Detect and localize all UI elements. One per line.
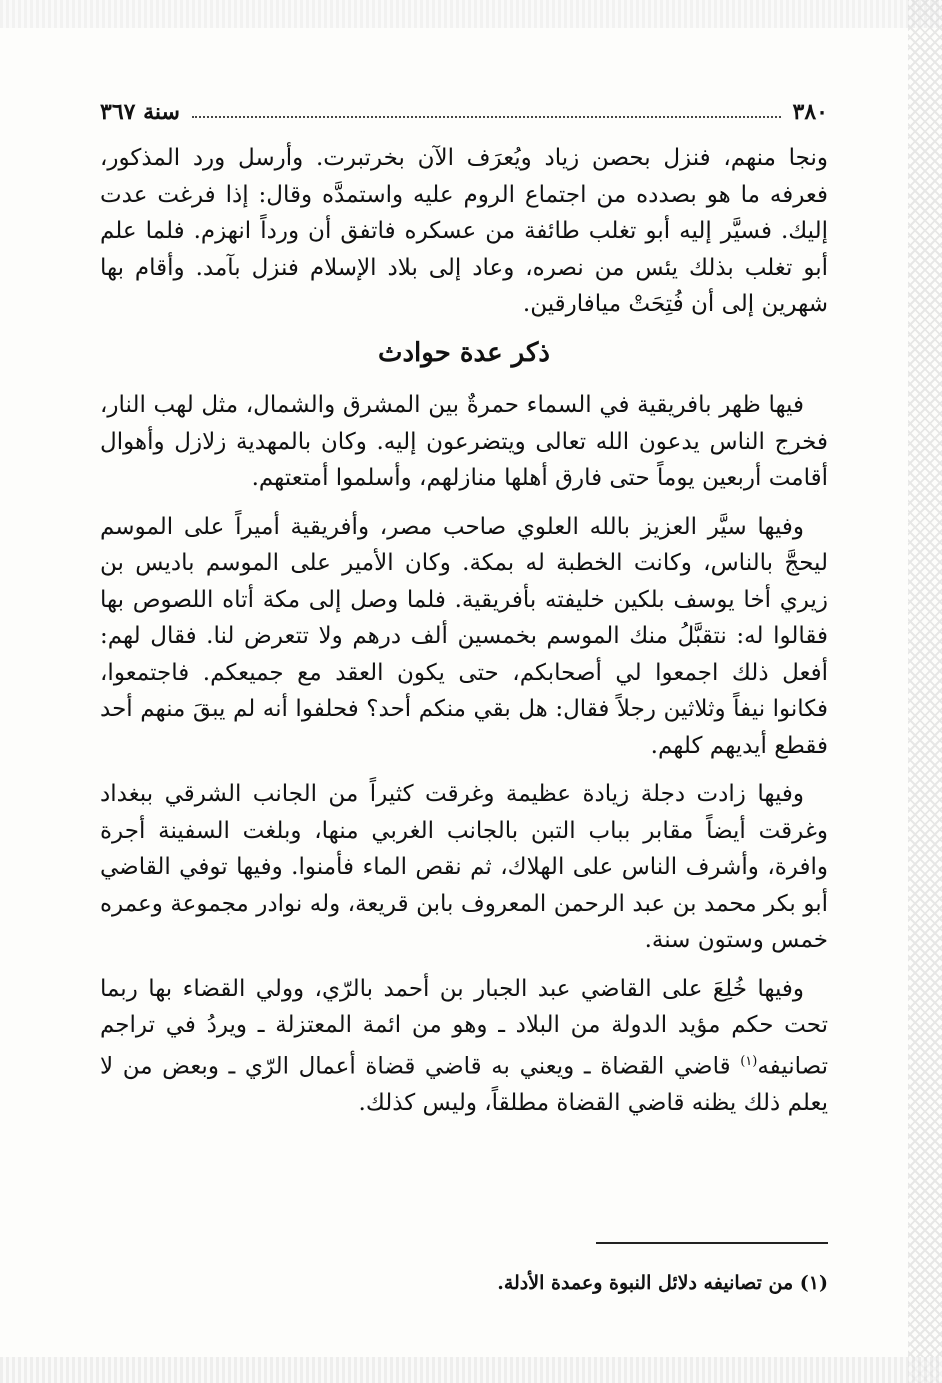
scan-edge-right xyxy=(908,0,942,1383)
footnote: (١) من تصانيفه دلائل النبوة وعمدة الأدلة. xyxy=(497,1272,828,1294)
paragraph-5-part-2: قاضي القضاة ـ ويعني به قاضي قضاة أعمال الرّي ـ وبعض من لا يعلم ذلك يظنه قاضي القضاة مطلقاً، وليس كذلك. xyxy=(100,1053,828,1116)
header-dotted-leader xyxy=(192,116,781,118)
paragraph-3: وفيها سيَّر العزيز بالله العلوي صاحب مصر، وأفريقية أميراً على الموسم ليحجَّ بالناس، وكانت الخطبة له بمكة. وكان الأمير على الموسم باديس بن زيري أخا يوسف بلكين خليفته بأفريقية. فلما وصل إلى مكة أتاه اللصوص بها فقالوا له: نتقبَّلُ منك الموسم بخمسين ألف درهم ولا تتعرض لنا. فقال لهم: أفعل ذلك اجمعوا لي أصحابكم، حتى يكون العقد مع جميعكم. فاجتمعوا، فكانوا نيفاً وثلاثين رجلاً فقال: هل بقي منكم أحد؟ فحلفوا أنه لم يبقَ منهم أحد فقطع أيديهم كلهم. xyxy=(100,513,828,759)
paragraph-4: وفيها زادت دجلة زيادة عظيمة وغرقت كثيراً من الجانب الشرقي ببغداد وغرقت أيضاً مقابر بباب التبن بالجانب الغربي منها، وبلغت السفينة أجرة وافرة، وأشرف الناس على الهلاك، ثم نقص الماء فأمنوا. وفيها توفي القاضي أبو بكر محمد بن عبد الرحمن المعروف بابن قريعة، وله نوادر مجموعة وعمره خمس وستون سنة. xyxy=(100,781,828,953)
page-number: ٣٨٠ xyxy=(792,99,828,125)
paragraph-5-part-1: وفيها خُلِعَ على القاضي عبد الجبار بن أحمد بالرّي، وولي القضاء بها ربما تحت حكم مؤيد الدولة من البلاد ـ وهو من ائمة المعتزلة ـ ويردُ في تراجم تصانيفه xyxy=(100,975,828,1080)
footnote-separator xyxy=(596,1242,828,1244)
paragraph-2: فيها ظهر بافريقية في السماء حمرةٌ بين المشرق والشمال، مثل لهب النار، فخرج الناس يدعون الله تعالى ويتضرعون إليه. وكان بالمهدية زلازل وأهوال أقامت أربعين يوماً حتى فارق أهلها منازلهم، وأسلموا أمتعتهم. xyxy=(100,392,828,491)
running-header xyxy=(100,92,828,132)
paragraph-1: ونجا منهم، فنزل بحصن زياد ويُعرَف الآن بخرتبرت. وأرسل ورد المذكور، فعرفه ما هو بصدده من اجتماع الروم عليه واستمدَّه وقال: إذا فرغت عدت إليك. فسيَّر إليه أبو تغلب طائفة من عسكره فاتفق أن ورداً انهزم. فلما علم أبو تغلب بذلك يئس من نصره، وعاد إلى بلاد الإسلام فنزل بآمد. وأقام بها شهرين إلى أن فُتِحَتْ ميافارقين. xyxy=(100,145,828,317)
main-text xyxy=(100,140,828,1133)
paragraph-5 xyxy=(100,971,828,1122)
footnote-marker[interactable]: (١) xyxy=(740,1053,758,1069)
section-title: ذكر عدة حوادث xyxy=(378,337,550,368)
scan-edge-bottom xyxy=(0,1357,942,1383)
year-label: سنة ٣٦٧ xyxy=(100,99,180,125)
scan-edge-top xyxy=(0,0,942,28)
